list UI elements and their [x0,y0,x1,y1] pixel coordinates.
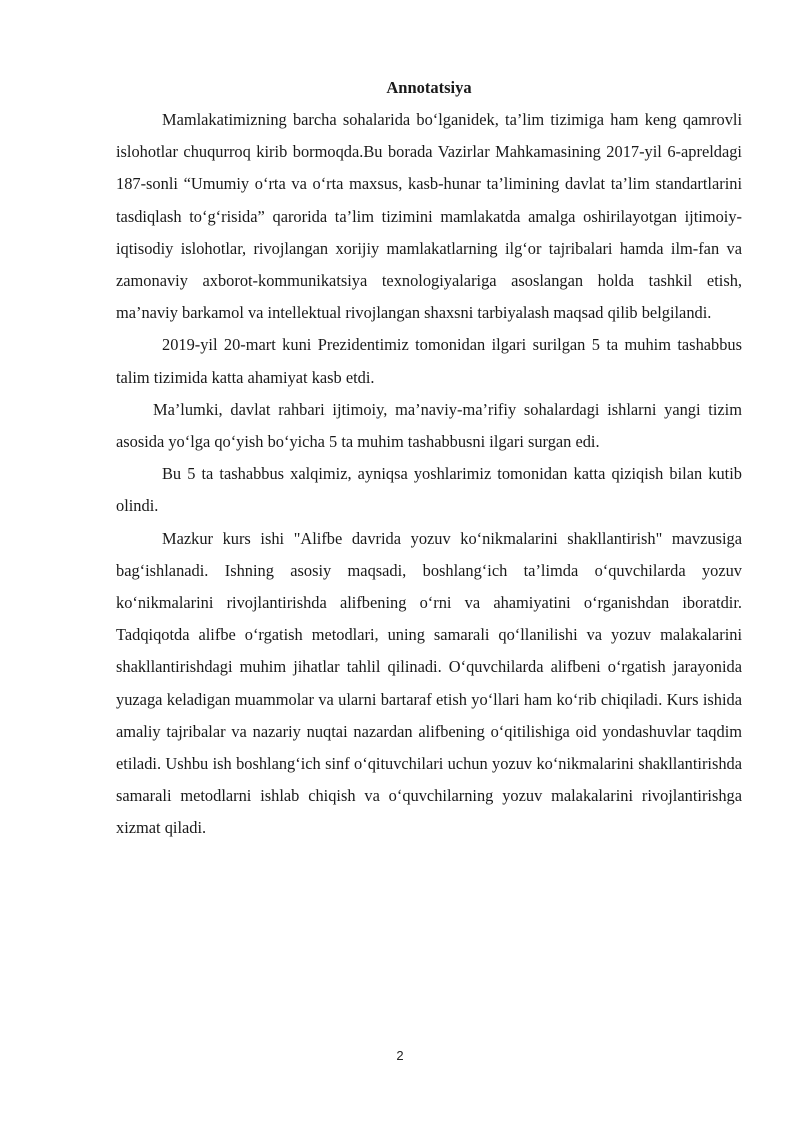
paragraph-3: Ma’lumki, davlat rahbari ijtimoiy, ma’naviy-ma’rifiy sohalardagi ishlarni yangi tizim asosida yo‘lga qo‘yish bo‘yicha 5 ta muhim tashabbusni ilgari surgan edi. [116,399,742,452]
document-body [116,76,742,845]
page-number: 2 [396,1048,404,1063]
paragraph-2: 2019-yil 20-mart kuni Prezidentimiz tomonidan ilgari surilgan 5 ta muhim tashabbus talim tizimida katta ahamiyat kasb etdi. [116,335,742,387]
paragraph-5: Mazkur kurs ishi "Alifbe davrida yozuv ko‘nikmalarini shakllantirish" mavzusiga bag‘ishlanadi. Ishning asosiy maqsadi, boshlang‘ich ta’limda o‘quvchilarda yozuv ko‘nikmalarini rivojlantirishda alifbening o‘rni va ahamiyatini o‘rganishdan iboratdir. Tadqiqotda alifbe o‘rgatish metodlari, uning samarali qo‘llanilishi va yozuv malakalarini shakllantirishdagi muhim jihatlar tahlil qilinadi. O‘quvchilarda alifbeni o‘rgatish jarayonida yuzaga keladigan muammolar va ularni bartaraf etish yo‘llari ham ko‘rib chiqiladi. Kurs ishida amaliy tajribalar va nazariy nuqtai nazardan alifbening o‘qitilishiga oid yondashuvlar taqdim etiladi. Ushbu ish boshlang‘ich sinf o‘qituvchilari uchun yozuv ko‘nikmalarini shakllantirishda samarali metodlarni ishlab chiqish va o‘quvchilarning yozuv malakalarini rivojlantirishga xizmat qiladi. [116,528,742,838]
paragraph-1: Mamlakatimizning barcha sohalarida bo‘lganidek, ta’lim tizimiga ham keng qamrovli islohotlar chuqurroq kirib bormoqda.Bu borada Vazirlar Mahkamasining 2017-yil 6-apreldagi 187-sonli “Umumiy o‘rta va o‘rta maxsus, kasb-hunar ta’limining davlat ta’lim standartlarini tasdiqlash to‘g‘risida” qarorida ta’lim tizimini mamlakatda amalga oshirilayotgan ijtimoiy-iqtisodiy islohotlar, rivojlangan xorijiy mamlakatlarning ilg‘or tajribalari hamda ilm-fan va zamonaviy axborot-kommunikatsiya texnologiyalariga asoslangan holda tashkil etish, ma’naviy barkamol va intellektual rivojlangan shaxsni tarbiyalash maqsad qilib belgilandi. [116,110,742,323]
page-title: Annotatsiya [386,78,472,97]
paragraph-4: Bu 5 ta tashabbus xalqimiz, ayniqsa yoshlarimiz tomonidan katta qiziqish bilan kutib olindi. [116,464,742,516]
